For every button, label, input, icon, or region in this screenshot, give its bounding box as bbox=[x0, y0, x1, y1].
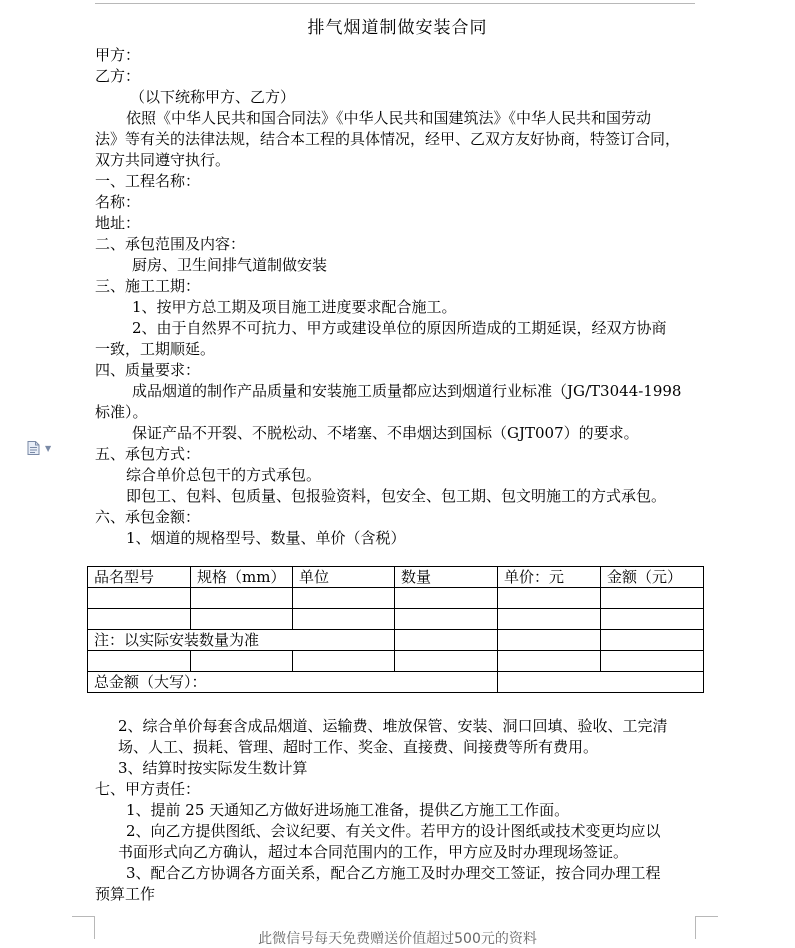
table-cell bbox=[191, 588, 293, 609]
table-note-row bbox=[88, 630, 704, 651]
paragraph-line: 3、配合乙方协调各方面关系，配合乙方施工及时办理交工签证，按合同办理工程 bbox=[126, 864, 661, 882]
table-cell bbox=[395, 630, 498, 651]
dropdown-caret-icon[interactable]: ▼ bbox=[45, 444, 52, 453]
table-cell bbox=[395, 609, 498, 630]
table-cell bbox=[395, 651, 498, 672]
paragraph-line: 双方共同遵守执行。 bbox=[95, 151, 231, 169]
paragraph-line: 3、结算时按实际发生数计算 bbox=[118, 759, 308, 777]
paragraph-line: （以下统称甲方、乙方） bbox=[130, 88, 296, 106]
table-cell bbox=[191, 609, 293, 630]
table-total-label: 总金额（大写）： bbox=[88, 672, 498, 693]
paragraph-line: 场、人工、损耗、管理、超时工作、奖金、直接费、间接费等所有费用。 bbox=[118, 738, 599, 756]
paragraph-line: 1、提前 25 天通知乙方做好进场施工准备，提供乙方施工工作面。 bbox=[126, 801, 570, 819]
party-a-line: 甲方： bbox=[95, 46, 141, 64]
paragraph-line: 1、按甲方总工期及项目施工进度要求配合施工。 bbox=[132, 298, 457, 316]
table-header-cell: 品名型号 bbox=[88, 567, 191, 588]
table-cell bbox=[601, 651, 704, 672]
paragraph-line: 保证产品不开裂、不脱松动、不堵塞、不串烟达到国标（GJT007）的要求。 bbox=[132, 424, 639, 442]
section-heading: 三、施工工期： bbox=[95, 277, 201, 295]
party-b-line: 乙方： bbox=[95, 67, 141, 85]
paragraph-line: 成品烟道的制作产品质量和安装施工质量都应达到烟道行业标准（JG/T3044-1998 bbox=[132, 382, 682, 400]
table-row bbox=[88, 588, 704, 609]
paragraph-line: 预算工作 bbox=[95, 885, 156, 903]
section-heading: 五、承包方式： bbox=[95, 445, 201, 463]
table-cell bbox=[293, 651, 395, 672]
table-cell bbox=[601, 609, 704, 630]
table-cell bbox=[498, 609, 601, 630]
page-top-border bbox=[95, 3, 695, 4]
table-header-cell: 金额（元） bbox=[601, 567, 704, 588]
footer-text: 此微信号每天免费赠送价值超过500元的资料 bbox=[258, 931, 537, 947]
paragraph-line: 地址： bbox=[95, 214, 141, 232]
section-heading: 二、承包范围及内容： bbox=[95, 235, 246, 253]
table-cell bbox=[191, 651, 293, 672]
paragraph-line: 名称： bbox=[95, 193, 141, 211]
paragraph-line: 2、由于自然界不可抗力、甲方或建设单位的原因所造成的工期延误，经双方协商 bbox=[132, 319, 667, 337]
table-cell bbox=[498, 630, 601, 651]
table-header-cell: 单价：元 bbox=[498, 567, 601, 588]
table-cell bbox=[293, 609, 395, 630]
table-cell bbox=[498, 588, 601, 609]
paragraph-line: 即包工、包料、包质量、包报验资料，包安全、包工期、包文明施工的方式承包。 bbox=[126, 487, 667, 505]
document-title: 排气烟道制做安装合同 bbox=[307, 18, 488, 38]
paragraph-line: 厨房、卫生间排气道制做安装 bbox=[132, 256, 328, 274]
paragraph-line: 一致，工期顺延。 bbox=[95, 340, 216, 358]
table-row bbox=[88, 609, 704, 630]
table-cell bbox=[88, 651, 191, 672]
table-header-cell: 单位 bbox=[293, 567, 395, 588]
section-heading: 六、承包金额： bbox=[95, 508, 201, 526]
paragraph-line: 书面形式向乙方确认，超过本合同范围内的工作，甲方应及时办理现场签证。 bbox=[118, 843, 629, 861]
table-cell bbox=[498, 651, 601, 672]
table-cell bbox=[601, 630, 704, 651]
table-note: 注：以实际安装数量为准 bbox=[88, 630, 395, 651]
table-total-value bbox=[498, 672, 704, 693]
section-heading: 一、工程名称： bbox=[95, 172, 201, 190]
table-cell bbox=[88, 609, 191, 630]
paragraph-line: 2、向乙方提供图纸、会议纪要、有关文件。若甲方的设计图纸或技术变更均应以 bbox=[126, 822, 661, 840]
section-heading: 四、质量要求： bbox=[95, 361, 201, 379]
document-icon[interactable] bbox=[27, 441, 40, 455]
table-header-cell: 数量 bbox=[395, 567, 498, 588]
paragraph-line: 依照《中华人民共和国合同法》《中华人民共和国建筑法》《中华人民共和国劳动 bbox=[126, 109, 652, 127]
table-total-row bbox=[88, 672, 704, 693]
table-cell bbox=[88, 588, 191, 609]
table-cell bbox=[293, 588, 395, 609]
paragraph-line: 综合单价总包干的方式承包。 bbox=[126, 466, 322, 484]
table-cell bbox=[601, 588, 704, 609]
paragraph-line: 2、综合单价每套含成品烟道、运输费、堆放保管、安装、洞口回填、验收、工完清 bbox=[118, 717, 668, 735]
table-header-cell: 规格（mm） bbox=[191, 567, 293, 588]
price-table bbox=[87, 566, 704, 693]
table-header-row bbox=[88, 567, 704, 588]
table-cell bbox=[395, 588, 498, 609]
section-heading: 七、甲方责任： bbox=[95, 780, 201, 798]
paragraph-line: 标准）。 bbox=[95, 403, 148, 421]
paragraph-line: 1、烟道的规格型号、数量、单价（含税） bbox=[126, 529, 406, 547]
table-row bbox=[88, 651, 704, 672]
paragraph-line: 法》等有关的法律法规，结合本工程的具体情况，经甲、乙双方友好协商，特签订合同， bbox=[95, 130, 681, 148]
